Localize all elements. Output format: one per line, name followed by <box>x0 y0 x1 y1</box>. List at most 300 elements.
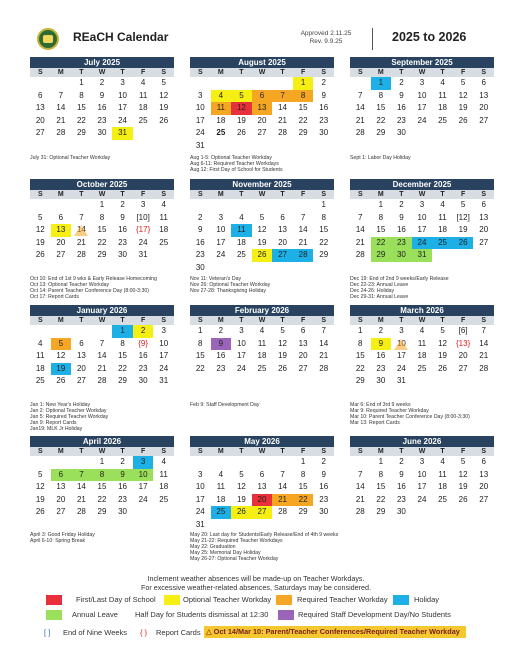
day-cell: 28 <box>76 507 86 516</box>
day-cell: 10 <box>195 103 205 112</box>
day-cell: 16 <box>216 351 226 360</box>
school-year: 2025 to 2026 <box>392 30 467 44</box>
weekday-header <box>190 68 334 77</box>
day-cell: 23 <box>97 115 107 125</box>
day-cell: 22 <box>355 363 365 373</box>
day-cell: 27 <box>257 128 267 137</box>
day-cell: 6 <box>51 469 72 482</box>
day-cell: 23 <box>391 237 412 250</box>
day-cell: 13 <box>479 212 489 222</box>
day-cell: 12 <box>159 90 169 100</box>
day-cell: 6 <box>481 457 486 466</box>
weekday-label: S <box>321 191 327 198</box>
day-cell: 13 <box>479 90 489 100</box>
day-cell: 30 <box>118 507 128 516</box>
day-cell: [10] <box>136 212 150 222</box>
day-cell: 2 <box>321 457 326 466</box>
day-cell: 23 <box>138 363 148 373</box>
empty-day <box>252 199 273 212</box>
weekday-label: T <box>79 448 84 455</box>
day-cell: 16 <box>396 103 406 112</box>
empty-day <box>51 325 72 338</box>
day-cell: 14 <box>355 103 365 112</box>
day-cell: 22 <box>371 237 392 250</box>
day-cell: 29 <box>118 376 128 385</box>
day-cell: 14 <box>56 103 66 112</box>
day-cell: 30 <box>118 250 128 259</box>
day-cell: 17 <box>417 225 427 234</box>
month-notes <box>190 532 340 562</box>
day-cell: 19 <box>438 351 448 360</box>
day-cell: 1 <box>79 78 84 87</box>
month-notes <box>350 155 500 161</box>
empty-day <box>30 77 51 90</box>
day-cell: 10 <box>118 90 128 100</box>
weekday-label: T <box>239 448 244 455</box>
revision-date: Rev. 9.9.25 <box>309 38 343 45</box>
day-cell: 26 <box>438 363 448 373</box>
legend-conference-text: Oct 14/Mar 10: Parent/Teacher Conferences/Required Teacher Workday <box>213 627 460 636</box>
month-notes <box>350 402 500 426</box>
day-cell: 27 <box>252 506 273 519</box>
month-december-2025 <box>350 179 494 262</box>
day-cell: 2 <box>321 78 326 87</box>
day-cell: 29 <box>298 128 308 137</box>
day-cell: 18 <box>159 225 169 234</box>
day-cell: 17 <box>236 351 246 360</box>
legend-conference <box>204 626 466 638</box>
day-cell: {17} <box>136 225 151 234</box>
weekday-label: S <box>197 317 203 324</box>
legend-swatch-annual <box>46 610 62 620</box>
day-cell: 5 <box>460 200 466 209</box>
day-cell: [12] <box>456 212 470 222</box>
weather-note-line2: For excessive weather-related absences, Saturdays may be considered. <box>140 583 372 592</box>
weekday-label: S <box>357 448 363 455</box>
day-cell: 21 <box>319 351 329 360</box>
empty-day <box>30 325 51 338</box>
note-line: Dec 29-31: Annual Leave <box>350 294 409 300</box>
month-october-2025 <box>30 179 174 262</box>
weekday-label: W <box>418 317 426 324</box>
day-cell: 18 <box>35 363 45 373</box>
day-cell: {9} <box>138 338 149 348</box>
weekday-header <box>350 68 494 77</box>
month-notes <box>30 155 180 161</box>
month-title: November 2025 <box>190 179 334 190</box>
day-cell: 26 <box>231 506 252 519</box>
empty-day <box>30 199 51 212</box>
day-cell: 4 <box>140 78 146 87</box>
day-cell: 5 <box>51 338 72 351</box>
day-cell: 25 <box>159 494 169 504</box>
day-cell: 7 <box>99 338 105 348</box>
day-cell: 24 <box>138 494 148 504</box>
day-cell: 30 <box>319 507 329 516</box>
day-cell: 29 <box>371 249 392 262</box>
month-title: August 2025 <box>190 57 334 68</box>
weekday-label: F <box>300 448 306 455</box>
note-line: Jan19: MLK Jr Holiday <box>30 426 83 432</box>
weekday-label: M <box>217 317 224 324</box>
day-cell: 12 <box>56 351 66 360</box>
day-cell: 4 <box>440 457 445 466</box>
day-cell: 11 <box>231 224 252 237</box>
day-cell: 21 <box>355 237 365 247</box>
day-cell: 15 <box>376 103 386 112</box>
day-cell: 16 <box>138 351 148 360</box>
weekday-label: S <box>321 317 327 324</box>
weekday-label: S <box>197 191 203 198</box>
day-cell: 3 <box>419 200 425 209</box>
day-cell: 26 <box>252 249 273 262</box>
day-cell: 16 <box>319 482 329 491</box>
day-cell: 8 <box>92 469 113 482</box>
day-cell: 23 <box>118 494 128 504</box>
day-cell: 1 <box>293 77 314 90</box>
day-cell: 20 <box>56 494 66 504</box>
weekday-label: M <box>57 69 64 76</box>
note-line: Jan 1: New Year's Holiday <box>30 402 91 408</box>
day-cell: 29 <box>76 128 86 137</box>
day-cell: 3 <box>239 326 244 335</box>
weekday-label: S <box>161 191 167 198</box>
day-cell: 12 <box>458 90 468 100</box>
day-cell: 1 <box>358 326 363 335</box>
approval-info <box>292 30 360 46</box>
month-notes <box>190 155 340 173</box>
day-cell: 28 <box>355 128 365 137</box>
day-cell: 11 <box>438 469 447 479</box>
weekday-label: S <box>321 69 327 76</box>
note-line: Jan 2: Optional Teacher Workday <box>30 408 107 414</box>
month-notes <box>190 276 340 294</box>
weekday-header <box>190 447 334 456</box>
weekday-label: T <box>79 69 84 76</box>
note-line: Dec 22-23: Annual Leave <box>350 282 409 288</box>
weekday-header <box>350 190 494 199</box>
day-cell: 8 <box>120 338 125 348</box>
day-cell: 14 <box>355 482 365 491</box>
day-cell: 30 <box>195 262 205 272</box>
empty-day <box>211 199 232 212</box>
day-cell: 14 <box>298 225 308 234</box>
day-cell: 21 <box>355 115 365 125</box>
month-june-2026 <box>350 436 494 519</box>
day-cell: 4 <box>218 469 224 479</box>
day-cell: 8 <box>378 90 384 100</box>
month-notes <box>30 402 180 432</box>
day-cell: 28 <box>479 363 489 373</box>
day-cell: 21 <box>272 494 293 507</box>
day-cell: 14 <box>355 225 365 234</box>
weekday-label: T <box>440 317 445 324</box>
day-cell: 5 <box>161 78 166 87</box>
legend-nine-symbol: [ ] <box>44 628 51 637</box>
day-cell: 3 <box>399 326 404 335</box>
note-line: Nov 11: Veteran's Day <box>190 276 242 282</box>
note-line: Oct 10: End of 1st 9 wks & Early Release Homecoming <box>30 276 157 282</box>
day-cell: 15 <box>298 103 308 112</box>
day-cell: 12 <box>236 482 246 491</box>
weekday-label: W <box>98 448 106 455</box>
weekday-label: S <box>161 317 167 324</box>
day-cell: 4 <box>161 200 166 209</box>
weekday-label: T <box>79 191 84 198</box>
day-cell: 20 <box>257 115 267 125</box>
weekday-label: T <box>440 191 445 198</box>
day-cell: 2 <box>120 200 125 209</box>
day-cell: 22 <box>376 494 386 504</box>
weekday-header <box>190 316 334 325</box>
day-cell: 16 <box>118 225 128 234</box>
day-cell: 25 <box>138 115 148 125</box>
weekday-header <box>350 316 494 325</box>
day-cell: 20 <box>35 115 45 125</box>
day-cell: 15 <box>376 482 386 491</box>
day-cell: 9 <box>399 90 404 100</box>
day-cell: 21 <box>298 237 308 247</box>
legend-annual: Annual Leave <box>72 610 118 619</box>
day-cell: 21 <box>355 494 365 504</box>
day-cell: 19 <box>236 494 246 504</box>
day-cell: 9 <box>120 212 125 222</box>
day-grid <box>350 199 494 262</box>
day-grid <box>30 77 174 140</box>
day-cell: 20 <box>76 363 86 373</box>
day-cell: 28 <box>293 249 314 262</box>
day-cell: 14 <box>319 338 329 348</box>
day-cell: 18 <box>257 351 267 360</box>
day-cell: 11 <box>211 102 232 115</box>
day-cell: 8 <box>293 90 314 103</box>
weekday-label: M <box>377 69 384 76</box>
weekday-label: T <box>120 448 125 455</box>
day-cell: 13 <box>298 338 308 348</box>
day-cell: 24 <box>195 128 205 137</box>
note-line: Aug 6-11: Required Teacher Workdays <box>190 161 279 167</box>
day-cell: 9 <box>321 90 326 100</box>
day-cell: 15 <box>298 482 308 491</box>
weekday-label: W <box>98 317 106 324</box>
day-cell: 6 <box>58 212 64 222</box>
month-notes <box>30 276 180 300</box>
weekday-label: S <box>481 69 487 76</box>
note-line: Dec 24-26: Holiday <box>350 288 395 294</box>
day-cell: 14 <box>76 482 86 491</box>
day-cell: 23 <box>396 494 406 504</box>
weekday-label: F <box>300 317 306 324</box>
day-cell: 7 <box>58 90 64 100</box>
month-title: February 2026 <box>190 305 334 316</box>
day-cell: 21 <box>76 237 86 247</box>
weekday-label: W <box>258 317 266 324</box>
day-cell: 23 <box>319 115 329 125</box>
day-cell: 31 <box>195 140 205 150</box>
day-cell: 8 <box>99 212 105 222</box>
weekday-label: T <box>79 317 84 324</box>
day-cell: 10 <box>391 338 412 351</box>
day-cell: 7 <box>358 212 363 222</box>
legend-optional: Optional Teacher Workday <box>183 595 272 604</box>
day-cell: 14 <box>479 338 489 348</box>
legend-first-last: First/Last Day of School <box>76 595 156 604</box>
day-cell: 16 <box>118 482 128 491</box>
day-cell: 14 <box>278 103 288 112</box>
note-line: Mar 10: Parent Teacher Conference Day (8:00-3:30) <box>350 414 470 420</box>
legend-half-day: Half Day for Students dismissal at 12:30 <box>135 610 269 619</box>
day-cell: 19 <box>458 482 468 491</box>
month-notes <box>30 532 180 544</box>
day-cell: 13 <box>35 103 45 112</box>
day-cell: 16 <box>376 351 386 360</box>
day-cell: 14 <box>71 224 92 237</box>
day-cell: 21 <box>56 115 66 125</box>
day-cell: 22 <box>195 363 205 373</box>
day-cell: 4 <box>440 78 445 87</box>
day-cell: 3 <box>419 78 425 87</box>
day-cell: 4 <box>239 212 244 222</box>
day-cell: 11 <box>438 90 447 100</box>
day-cell: 24 <box>396 363 406 373</box>
empty-day <box>190 456 211 469</box>
day-cell: 13 <box>257 482 267 491</box>
day-cell: 19 <box>458 225 468 234</box>
note-line: May 20: Last day for Students/Early Release/End of 4th 9 weeks <box>190 532 339 538</box>
empty-day <box>211 77 232 90</box>
day-cell: 7 <box>272 90 293 103</box>
day-cell: 24 <box>236 363 246 373</box>
month-title: January 2026 <box>30 305 174 316</box>
day-cell: 11 <box>257 338 267 348</box>
month-august-2025 <box>190 57 334 152</box>
weekday-label: W <box>98 69 106 76</box>
weekday-label: F <box>300 191 306 198</box>
day-cell: 25 <box>257 363 267 373</box>
day-cell: 9 <box>99 90 105 100</box>
calendar-title: REaCH Calendar <box>73 30 169 44</box>
weekday-label: T <box>120 317 125 324</box>
day-cell: 12 <box>35 482 45 491</box>
month-april-2026 <box>30 436 174 519</box>
note-line: Dec 19: End of 2nd 9 weeks/Early Release <box>350 276 449 282</box>
day-cell: 18 <box>216 115 226 125</box>
day-cell: 12 <box>35 225 45 234</box>
day-cell: 8 <box>300 469 306 479</box>
day-cell: 5 <box>460 457 466 466</box>
weekday-label: T <box>239 191 244 198</box>
day-cell: 5 <box>38 469 43 479</box>
day-cell: 20 <box>298 351 308 360</box>
weekday-label: W <box>418 191 426 198</box>
day-cell: 1 <box>371 77 392 90</box>
weekday-label: M <box>377 448 384 455</box>
weekday-header <box>190 190 334 199</box>
weekday-label: W <box>418 448 426 455</box>
day-cell: 2 <box>399 457 404 466</box>
weekday-label: F <box>460 448 466 455</box>
day-cell: 16 <box>396 482 406 491</box>
month-february-2026 <box>190 305 334 375</box>
day-grid <box>190 77 334 152</box>
legend-report-symbol: { } <box>140 628 148 637</box>
day-cell: 15 <box>118 351 128 360</box>
day-cell: 28 <box>76 250 86 259</box>
day-cell: 6 <box>280 212 285 222</box>
empty-day <box>293 199 314 212</box>
note-line: Jan 9: Report Cards <box>30 420 77 426</box>
month-notes <box>350 276 500 300</box>
day-cell: 18 <box>138 103 148 112</box>
weekday-header <box>350 447 494 456</box>
weekday-label: S <box>37 317 43 324</box>
weekday-label: W <box>258 69 266 76</box>
weekday-label: S <box>357 317 363 324</box>
day-cell: 30 <box>396 507 406 516</box>
day-cell: 11 <box>216 482 225 491</box>
day-cell: 23 <box>319 494 329 504</box>
day-cell: 9 <box>399 469 404 479</box>
day-cell: 24 <box>195 507 205 516</box>
day-cell: 18 <box>438 482 448 491</box>
day-cell: 24 <box>118 115 128 125</box>
empty-day <box>252 456 273 469</box>
month-january-2026 <box>30 305 174 388</box>
day-cell: 10 <box>417 90 427 100</box>
day-cell: 27 <box>272 249 293 262</box>
weekday-label: F <box>460 69 466 76</box>
day-cell: 2 <box>120 457 125 466</box>
note-line: Feb 9: Staff Development Day <box>190 402 260 408</box>
day-cell: 11 <box>36 351 45 360</box>
day-cell: 1 <box>112 325 133 338</box>
day-cell: 10 <box>417 212 427 222</box>
weekday-label: F <box>140 317 146 324</box>
day-cell: 27 <box>479 237 489 247</box>
day-cell: 30 <box>138 376 148 385</box>
day-cell: 2 <box>218 326 224 335</box>
day-cell: 5 <box>259 212 265 222</box>
note-line: Nov 27-28: Thanksgiving Holiday <box>190 288 267 294</box>
empty-day <box>350 456 371 469</box>
day-cell: 30 <box>391 249 412 262</box>
legend-swatch-first-last <box>46 595 62 605</box>
note-line: April 6-10: Spring Break <box>30 538 86 544</box>
weekday-label: M <box>57 191 64 198</box>
day-cell: 5 <box>38 212 43 222</box>
note-line: Jan 5: Required Teacher Workday <box>30 414 109 420</box>
day-cell: 31 <box>138 250 148 259</box>
month-july-2025 <box>30 57 174 140</box>
weekday-label: S <box>481 317 487 324</box>
day-cell: 17 <box>118 103 128 112</box>
day-cell: 31 <box>412 249 433 262</box>
weekday-label: W <box>98 191 106 198</box>
month-title: July 2025 <box>30 57 174 68</box>
weekday-label: M <box>217 69 224 76</box>
day-cell: 27 <box>458 363 468 373</box>
day-cell: 6 <box>259 469 265 479</box>
approved-date: Approved 2.11.25 <box>300 30 352 37</box>
day-cell: 4 <box>259 326 265 335</box>
day-cell: 29 <box>97 507 107 516</box>
day-cell: 26 <box>458 494 468 504</box>
day-cell: 2 <box>133 325 154 338</box>
day-cell: 31 <box>112 127 133 140</box>
day-cell: 13 <box>56 482 66 491</box>
day-cell: 15 <box>355 351 365 360</box>
empty-day <box>350 199 371 212</box>
